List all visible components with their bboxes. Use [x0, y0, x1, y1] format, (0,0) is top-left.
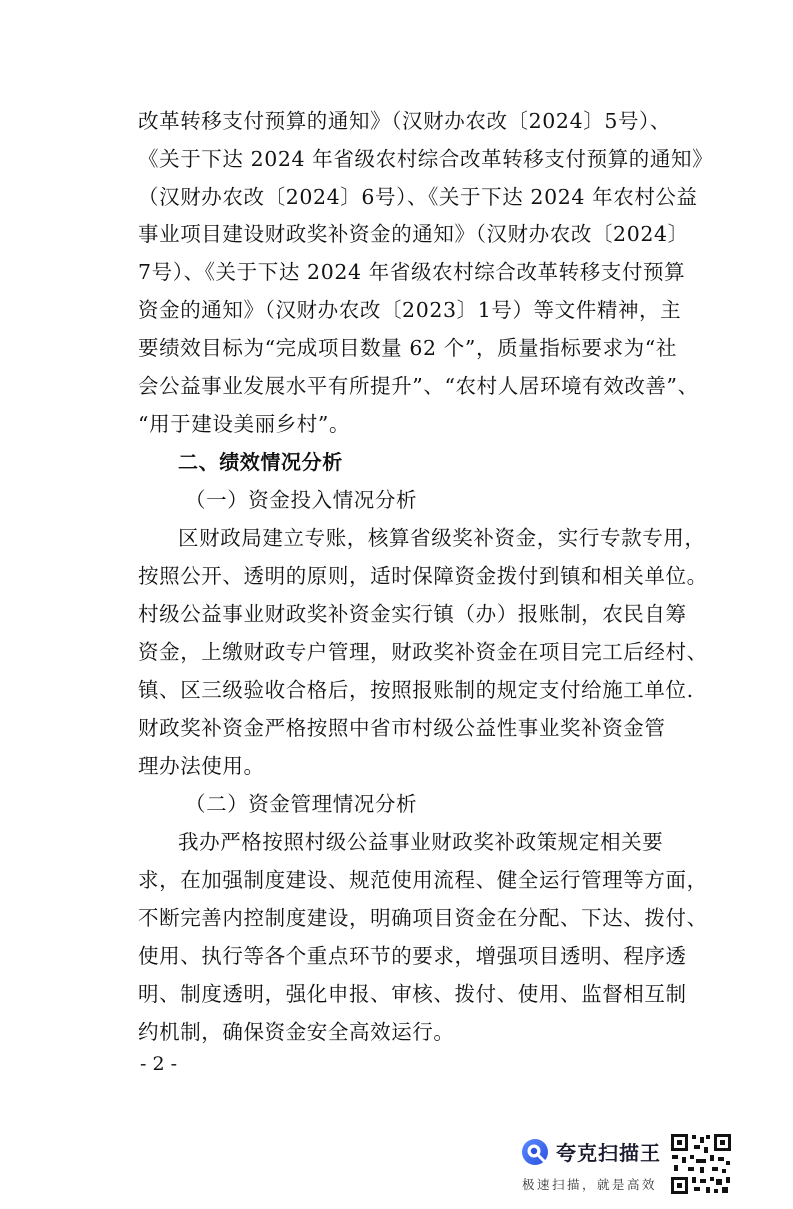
qr-code-icon — [670, 1133, 732, 1195]
text-line: 资金，上缴财政专户管理，财政奖补资金在项目完工后经村、 — [138, 640, 708, 664]
text-line: 要绩效目标为“完成项目数量 62 个”，质量指标要求为“社 — [138, 336, 677, 360]
subsection-heading: （二）资金管理情况分析 — [185, 792, 418, 816]
quark-logo-icon — [520, 1137, 550, 1167]
text-line: 《关于下达 2024 年省级农村综合改革转移支付预算的通知》 — [138, 147, 714, 171]
text-line: 事业项目建设财政奖补资金的通知》（汉财办农改〔2024〕 — [138, 222, 689, 246]
page-number: - 2 - — [140, 1053, 178, 1075]
text-line: 7号）、《关于下达 2024 年省级农村综合改革转移支付预算 — [138, 260, 686, 284]
text-line: （汉财办农改〔2024〕6号）、《关于下达 2024 年农村公益 — [138, 185, 698, 209]
text-line: 改革转移支付预算的通知》（汉财办农改〔2024〕5号）、 — [138, 109, 672, 133]
text-line: 约机制，确保资金安全高效运行。 — [138, 1020, 455, 1044]
text-line: 资金的通知》（汉财办农改〔2023〕1号）等文件精神，主 — [138, 298, 682, 322]
text-line: 区财政局建立专账，核算省级奖补资金，实行专款专用， — [178, 526, 706, 550]
text-line: 求，在加强制度建设、规范使用流程、健全运行管理等方面， — [138, 868, 708, 892]
watermark-subtitle: 极速扫描，就是高效 — [522, 1177, 658, 1192]
text-line: 理办法使用。 — [138, 754, 265, 778]
text-line: 村级公益事业财政奖补资金实行镇（办）报账制，农民自筹 — [138, 602, 687, 626]
text-line: 使用、执行等各个重点环节的要求，增强项目透明、程序透 — [138, 944, 687, 968]
text-line: 财政奖补资金严格按照中省市村级公益性事业奖补资金管 — [138, 716, 666, 740]
text-line: 镇、区三级验收合格后，按照报账制的规定支付给施工单位. — [138, 678, 694, 702]
section-heading: 二、绩效情况分析 — [178, 450, 343, 474]
subsection-heading: （一）资金投入情况分析 — [185, 488, 418, 512]
text-line: 按照公开、透明的原则，适时保障资金拨付到镇和相关单位。 — [138, 564, 708, 588]
text-line: 不断完善内控制度建设，明确项目资金在分配、下达、拨付、 — [138, 906, 708, 930]
scanner-watermark — [520, 1133, 740, 1203]
text-line: 我办严格按照村级公益事业财政奖补政策规定相关要 — [178, 830, 664, 854]
watermark-title: 夸克扫描王 — [556, 1141, 661, 1165]
text-line: “用于建设美丽乡村”。 — [138, 412, 351, 436]
text-line: 会公益事业发展水平有所提升”、“农村人居环境有效改善”、 — [138, 374, 699, 398]
text-line: 明、制度透明，强化申报、审核、拨付、使用、监督相互制 — [138, 982, 687, 1006]
